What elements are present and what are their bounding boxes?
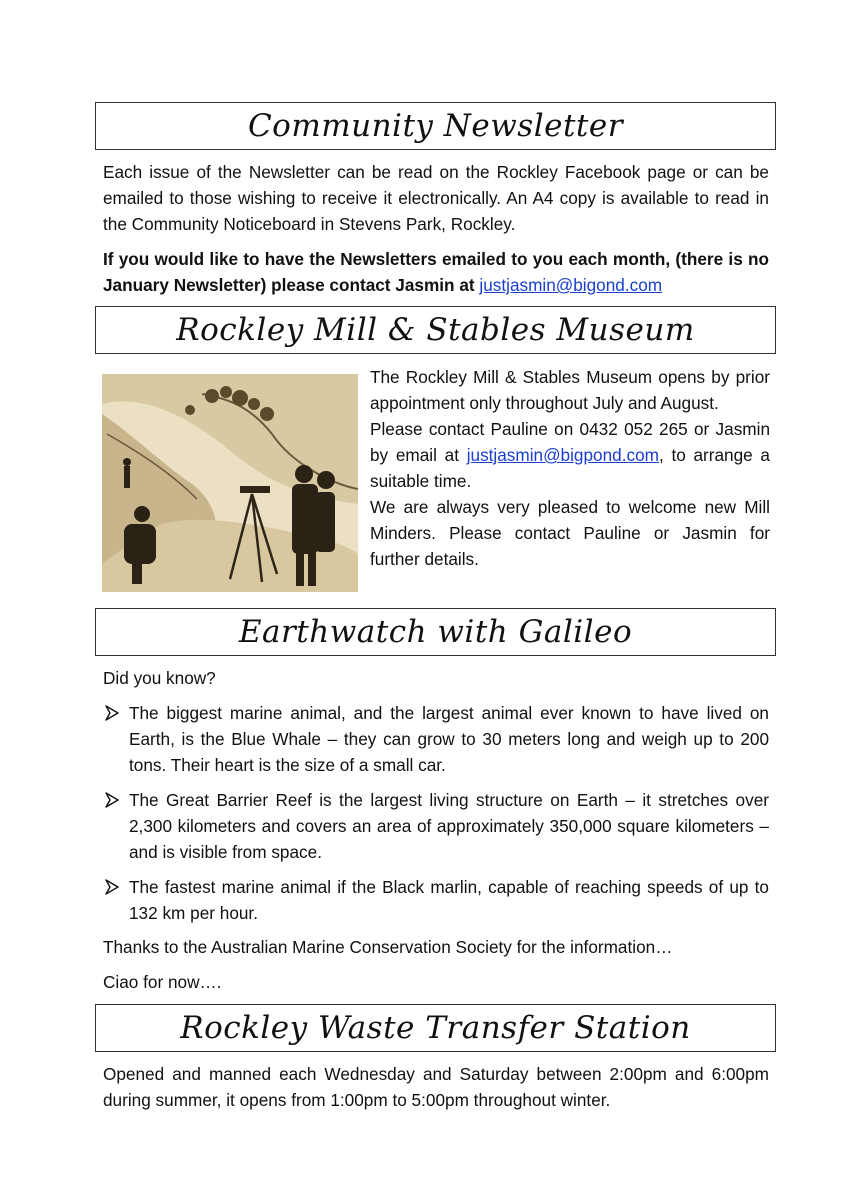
newsletter-contact-text: If you would like to have the Newsletters emailed to you each month, (there is no January Newsletter) please contact Jasmin at xyxy=(103,249,769,295)
newsletter-heading-box xyxy=(95,102,776,150)
museum-contact-post: , to arrange a suitable time. xyxy=(370,445,770,491)
list-item xyxy=(103,700,769,778)
arrow-bullet-icon xyxy=(103,874,121,900)
newsletter-email-link[interactable]: justjasmin@bigond.com xyxy=(479,275,663,295)
newsletter-body: Each issue of the Newsletter can be read on the Rockley Facebook page or can be emailed to those wishing to receive it electronically. An A4 copy is available to read in the Community Noticeboard in Stevens Park, Rockley. xyxy=(103,162,769,234)
earthwatch-signoff: Ciao for now…. xyxy=(103,972,222,992)
museum-email-link[interactable]: justjasmin@bigpond.com xyxy=(466,445,659,465)
waste-heading-box xyxy=(95,1004,776,1052)
earthwatch-bullets xyxy=(103,700,769,935)
bullet-text: The biggest marine animal, and the largest animal ever known to have lived on Earth, is the Blue Whale – they can grow to 30 meters long and weigh up to 200 tons. Their heart is the size of a small car. xyxy=(129,703,769,775)
bullet-text: The fastest marine animal if the Black marlin, capable of reaching speeds of up to 132 km per hour. xyxy=(129,877,769,923)
earthwatch-heading-box xyxy=(95,608,776,656)
museum-heading: Rockley Mill & Stables Museum xyxy=(176,312,695,348)
newsletter-heading: Community Newsletter xyxy=(247,108,624,144)
list-item xyxy=(103,787,769,865)
arrow-bullet-icon xyxy=(103,787,121,813)
list-item xyxy=(103,874,769,926)
earthwatch-heading: Earthwatch with Galileo xyxy=(238,614,633,650)
surveyors-engraving xyxy=(102,374,358,592)
museum-contact-text xyxy=(370,416,770,494)
earthwatch-thanks: Thanks to the Australian Marine Conservation Society for the information… xyxy=(103,937,673,957)
arrow-bullet-icon xyxy=(103,700,121,726)
museum-contact-pre: Please contact Pauline on 0432 052 265 or Jasmin by email at xyxy=(370,419,770,465)
museum-text xyxy=(370,364,770,572)
newsletter-contact xyxy=(103,246,769,298)
bullet-text: The Great Barrier Reef is the largest living structure on Earth – it stretches over 2,300 kilometers and covers an area of approximately 350,000 square kilometers – and is visible from space. xyxy=(129,790,769,862)
earthwatch-intro: Did you know? xyxy=(103,668,216,688)
museum-heading-box xyxy=(95,306,776,354)
waste-heading: Rockley Waste Transfer Station xyxy=(180,1010,691,1046)
museum-welcome-text: We are always very pleased to welcome new Mill Minders. Please contact Pauline or Jasmin for further details. xyxy=(370,497,770,569)
waste-body: Opened and manned each Wednesday and Saturday between 2:00pm and 6:00pm during summer, it opens from 1:00pm to 5:00pm throughout winter. xyxy=(103,1064,769,1110)
museum-opening-text: The Rockley Mill & Stables Museum opens by prior appointment only throughout July and August. xyxy=(370,367,770,413)
